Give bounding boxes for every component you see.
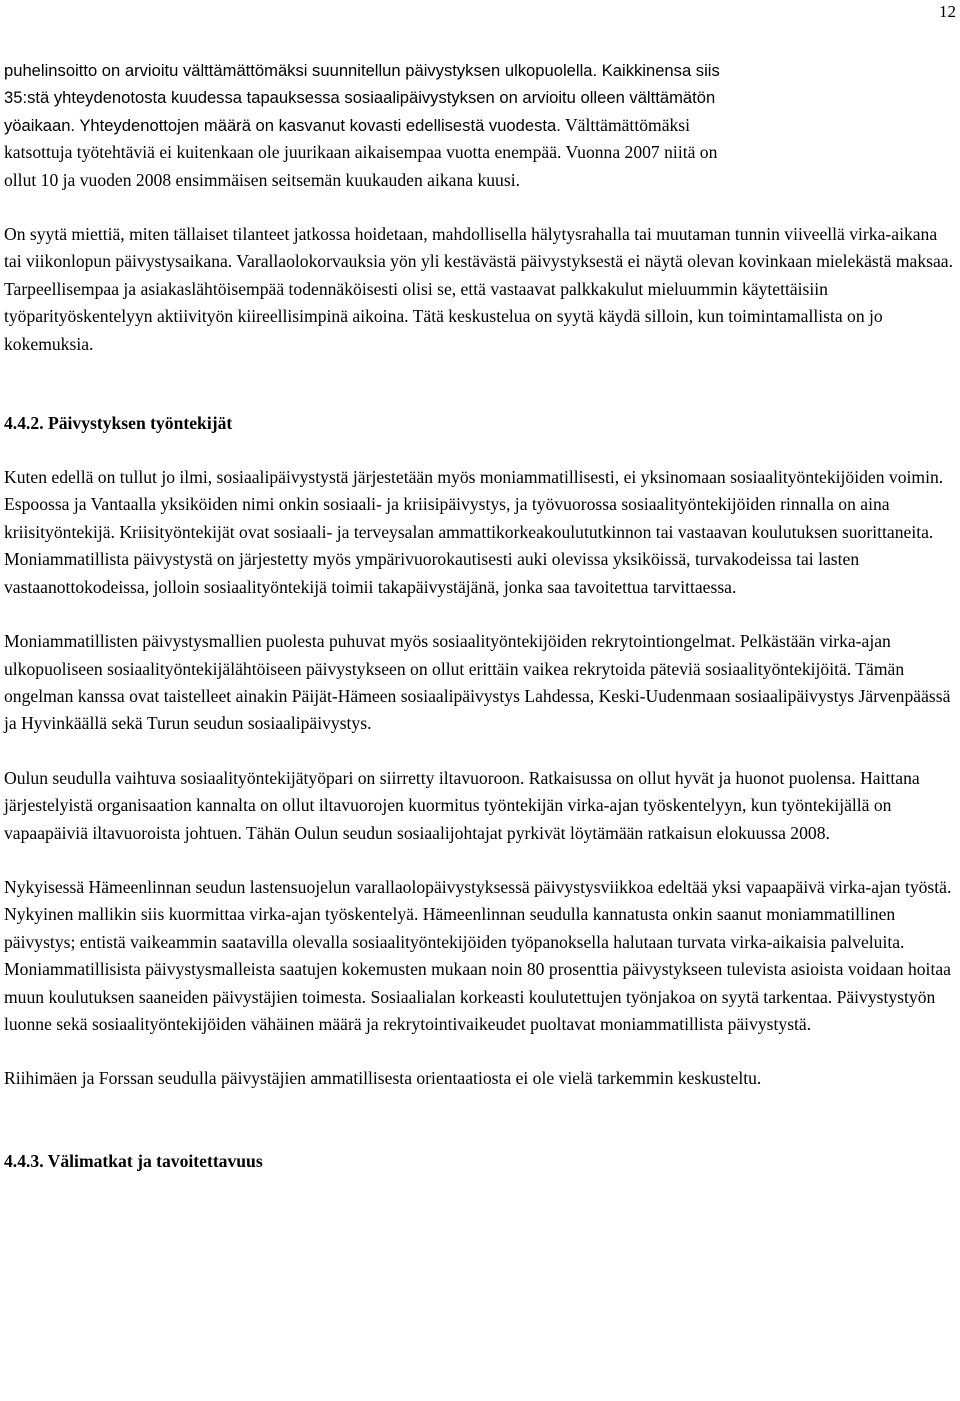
- paragraph-line: katsottuja työtehtäviä ei kuitenkaan ole juurikaan aikaisempaa vuotta enempää.: [4, 142, 562, 163]
- paragraph-hameenlinna: Nykyisessä Hämeenlinnan seudun lastensuojelun varallaolopäivystyksessä päivystysviikkoa edeltää yksi vapaapäivä virka-ajan työstä. Nykyinen mallikin siis kuormittaa virka-ajan työskentelyä. Hämeenlinnan seudulla kannatusta onkin saanut moniammatillinen päivystys; entistä vaikeammin saatavilla olevalla sosiaalityöntekijöiden työpanoksella halutaan turvata virka-aikaisia palveluita. Moniammatillisista päivystysmalleista saatujen kokemusten mukaan noin 80 prosenttia päivystykseen tulevista asioista voidaan hoitaa muun koulutuksen saaneiden päivystäjien toimesta. Sosiaalialan korkeasti koulutettujen työnjakoa on syytä tarkentaa. Päivystystyön luonne sekä sosiaalityöntekijöiden vähäinen määrä ja rekrytointivaikeudet puoltavat moniammatillista päivystystä.: [4, 876, 952, 1034]
- paragraph-line: ollut 10 ja vuoden 2008 ensimmäisen seitsemän kuukauden aikana kuusi.: [4, 169, 520, 190]
- paragraph-line: Vuonna 2007 niitä on: [561, 142, 718, 163]
- section-heading-distances: 4.4.3. Välimatkat ja tavoitettavuus: [4, 1150, 263, 1171]
- paragraph-phone-calls: [4, 57, 956, 194]
- page-content: [4, 57, 956, 1175]
- paragraph-recruitment: Moniammatillisten päivystysmallien puolesta puhuvat myös sosiaalityöntekijöiden rekrytointiongelmat. Pelkästään virka-ajan ulkopuoliseen sosiaalityöntekijälähtöiseen päivystykseen on ollut erittäin vaikea rekrytoida päteviä sosiaalityöntekijöitä. Tämän ongelman kanssa ovat taistelleet ainakin Päijät-Hämeen sosiaalipäivystys Lahdessa, Keski-Uudenmaan sosiaalipäivystys Järvenpäässä ja Hyvinkäällä sekä Turun seudun sosiaalipäivystys.: [4, 631, 951, 734]
- paragraph-line: 35:stä yhteydenotosta kuudessa tapauksessa sosiaalipäivystyksen on arvioitu olleen välttämätön: [4, 88, 716, 108]
- paragraph-oulu: Oulun seudulla vaihtuva sosiaalityöntekijätyöpari on siirretty iltavuoroon. Ratkaisussa on ollut hyvät ja huonot puolensa. Haittana järjestelyistä organisaation kannalta on ollut iltavuorojen kuormitus työntekijän virka-ajan työskentelyyn, kun työntekijällä on vapaapäiviä iltavuoroista johtuen. Tähän Oulun seudun sosiaalijohtajat pyrkivät löytämään ratkaisun elokuussa 2008.: [4, 767, 920, 843]
- paragraph-line: Välttämättömäksi: [560, 114, 691, 135]
- page-number: 12: [939, 2, 956, 21]
- section-heading-staff: 4.4.2. Päivystyksen työntekijät: [4, 413, 233, 434]
- paragraph-line: yöaikaan. Yhteydenottojen määrä on kasvanut kovasti edellisestä vuodesta.: [4, 115, 561, 135]
- paragraph-line: puhelinsoitto on arvioitu välttämättömäksi suunnitellun päivystyksen ulkopuolella. Kaikkinensa siis: [4, 61, 720, 80]
- paragraph-arrangements: On syytä miettiä, miten tällaiset tilanteet jatkossa hoidetaan, mahdollisella hälytysrahalla tai muutaman tunnin viiveellä virka-aikana tai viikonlopun päivystysaikana. Varallaolokorvauksia yön yli kestävästä päivystyksestä ei näytä olevan kovinkaan mielekästä maksaa. Tarpeellisempaa ja asiakaslähtöisempää todennäköisesti olisi se, että vastaavat palkkakulut mieluummin käytettäisiin työparityöskentelyyn aktiivityön kiireellisimpinä aikoina. Tätä keskustelua on syytä käydä silloin, kun toimintamallista on jo kokemuksia.: [4, 224, 953, 354]
- paragraph-multiprofessional: Kuten edellä on tullut jo ilmi, sosiaalipäivystystä järjestetään myös moniammatillisesti, ei yksinomaan sosiaalityöntekijöiden voimin. Espoossa ja Vantaalla yksiköiden nimi onkin sosiaali- ja kriisipäivystys, ja työvuorossa sosiaalityöntekijöiden rinnalla on aina kriisityöntekijä. Kriisityöntekijät ovat sosiaali- ja terveysalan ammattikorkeakoulututkinnon tai vastaavan koulutuksen suorittaneita. Moniammatillista päivystystä on järjestetty myös ympärivuorokautisesti auki olevissa yksiköissä, turvakodeissa tai lasten vastaanottokodeissa, jolloin sosiaalityöntekijä toimii takapäivystäjänä, jonka saa tavoitettua tarvittaessa.: [4, 467, 944, 597]
- paragraph-riihimaki: Riihimäen ja Forssan seudulla päivystäjien ammatillisesta orientaatiosta ei ole vielä tarkemmin keskusteltu.: [4, 1068, 762, 1089]
